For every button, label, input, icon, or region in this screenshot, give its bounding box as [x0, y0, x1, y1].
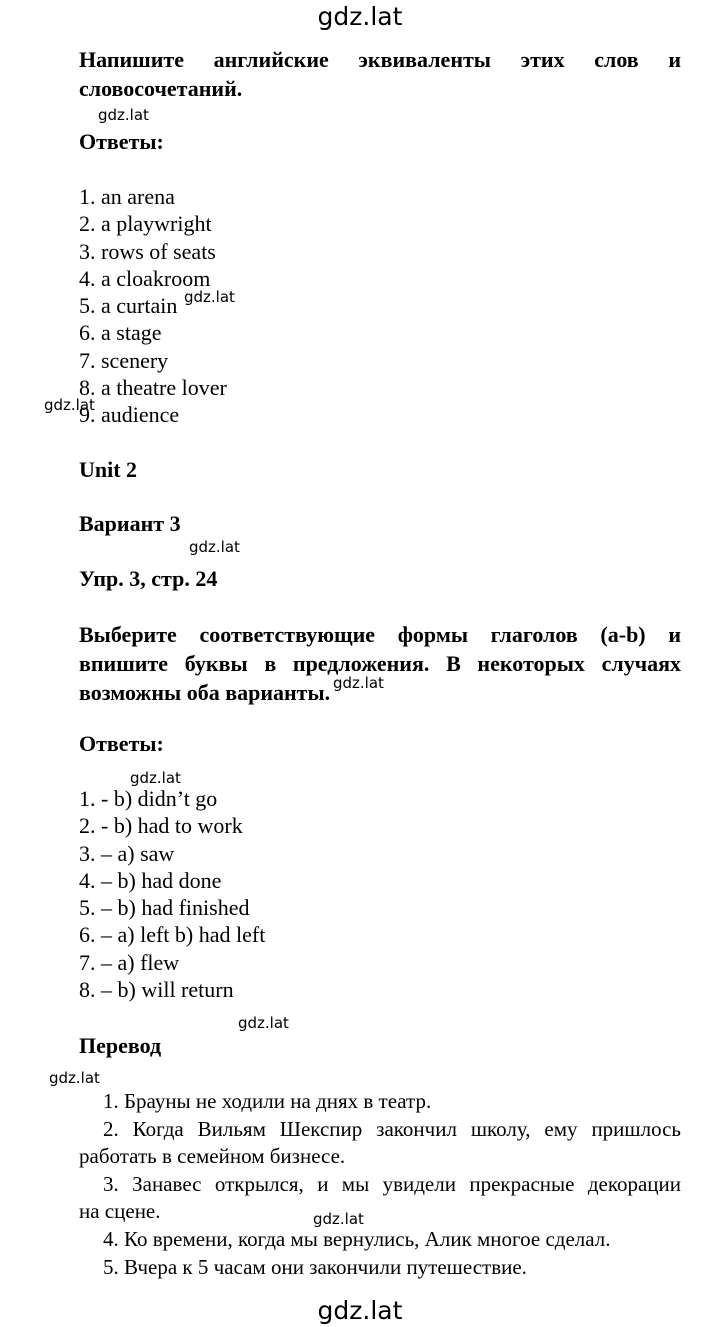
list-item: 9. audience	[79, 402, 180, 428]
list-item: 7. scenery	[79, 347, 169, 373]
list-item: 7. – a) flew	[79, 949, 180, 975]
list-item: 5. – b) had finished	[79, 895, 250, 921]
watermark-top: gdz.lat	[317, 2, 403, 31]
watermark: gdz.lat	[238, 1014, 289, 1032]
variant-heading: Вариант 3	[79, 511, 181, 536]
task1-instruction-line1: Напишите английские эквиваленты этих слов и	[79, 47, 681, 72]
list-item: 1. an arena	[79, 184, 175, 209]
exercise-heading: Упр. 3, стр. 24	[79, 566, 218, 591]
unit-heading: Unit 2	[79, 457, 138, 482]
task2-answers-list	[79, 785, 265, 1003]
watermark: gdz.lat	[189, 538, 240, 556]
task2-instruction-line2: впишите буквы в предложения. В некоторых случаях	[79, 651, 681, 676]
list-item: 6. a stage	[79, 320, 162, 346]
list-item: 1. - b) didn’t go	[79, 786, 218, 811]
task2-answers-heading: Ответы:	[79, 731, 164, 756]
list-item: 4. – b) had done	[79, 867, 222, 893]
list-item: 3. – a) saw	[79, 840, 175, 866]
task1-answers-heading: Ответы:	[79, 129, 164, 154]
translation-sentence-3-line2: на сцене.	[79, 1199, 161, 1223]
task1-instruction-line2: словосочетаний.	[79, 76, 243, 101]
translation-sentence-4: 4. Ко времени, когда мы вернулись, Алик многое сделал.	[103, 1227, 611, 1251]
list-item: 8. a theatre lover	[79, 375, 227, 401]
list-item: 3. rows of seats	[79, 238, 216, 264]
watermark: gdz.lat	[313, 1210, 364, 1228]
translation-sentence-3-line1: 3. Занавес открылся, и мы увидели прекрасные декорации	[103, 1172, 681, 1196]
list-item: 5. a curtain	[79, 293, 178, 319]
translation-sentence-1: 1. Брауны не ходили на днях в театр.	[103, 1089, 432, 1113]
task2-instruction	[79, 620, 681, 707]
task1-instruction	[79, 45, 681, 103]
watermark: gdz.lat	[184, 288, 235, 306]
watermark: gdz.lat	[333, 674, 384, 692]
translation-body	[79, 1088, 681, 1281]
translation-sentence-5: 5. Вчера к 5 часам они закончили путешествие.	[103, 1255, 527, 1279]
watermark: gdz.lat	[44, 396, 95, 414]
list-item: 2. - b) had to work	[79, 813, 243, 839]
translation-sentence-3	[79, 1171, 681, 1225]
list-item: 2. a playwright	[79, 211, 212, 237]
watermark: gdz.lat	[130, 769, 181, 787]
watermark: gdz.lat	[49, 1069, 100, 1087]
list-item: 8. – b) will return	[79, 977, 234, 1003]
task2-instruction-line3: возможны оба варианты.	[79, 680, 331, 705]
list-item: 4. a cloakroom	[79, 265, 211, 291]
translation-sentence-2-line2: работать в семейном бизнесе.	[79, 1144, 346, 1168]
list-item: 6. – a) left b) had left	[79, 922, 266, 948]
translation-heading: Перевод	[79, 1033, 162, 1058]
task2-instruction-line1: Выберите соответствующие формы глаголов (a-b) и	[79, 622, 681, 647]
watermark-bottom: gdz.lat	[317, 1296, 403, 1325]
translation-sentence-2-line1: 2. Когда Вильям Шекспир закончил школу, ему пришлось	[103, 1117, 681, 1141]
watermark: gdz.lat	[98, 106, 149, 124]
translation-sentence-2	[79, 1116, 681, 1170]
task1-answers-list	[79, 183, 227, 429]
